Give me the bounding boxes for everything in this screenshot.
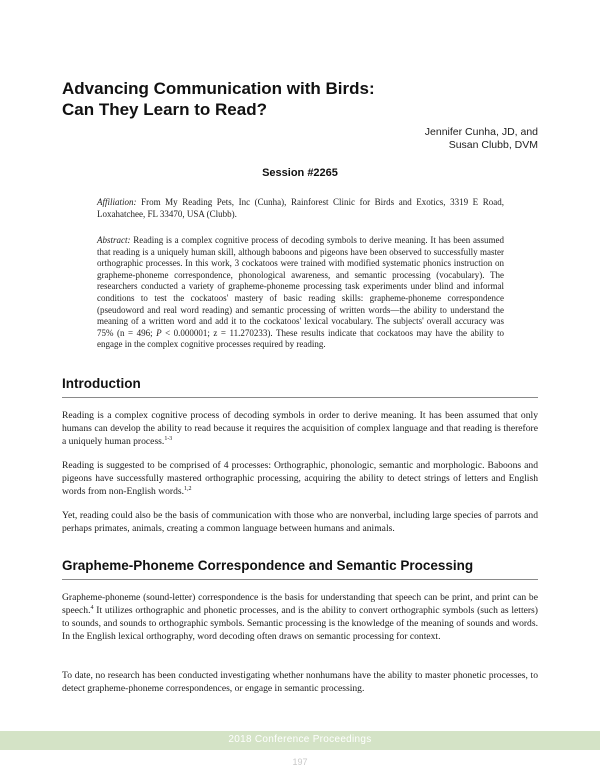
grapheme-rule [62, 579, 538, 580]
introduction-paragraph-2 [62, 459, 538, 498]
grapheme-p1-text-b: It utilizes orthographic and phonetic processes, and is the ability to convert orthographic symbols (such as letters) to sounds, and sounds to orthographic symbols. Semantic processing is the knowledge of the meaning of sounds and words. In the English lexical orthography, word decoding often draws on semantic processing for context. [62, 605, 538, 642]
grapheme-p1-text-a: Grapheme-phoneme (sound-letter) correspondence is the basis for understanding that speech can be print, and print can be speech. [62, 592, 538, 616]
abstract-label: Abstract: [97, 235, 131, 245]
affiliation [97, 196, 504, 220]
abstract [97, 235, 504, 351]
intro-p1-text: Reading is a complex cognitive process of decoding symbols in order to derive meaning. It has been assumed that only humans can develop the ability to read because it requires the acquisition of complex language and that reading is therefore a uniquely human process. [62, 410, 538, 447]
grapheme-paragraph-1 [62, 591, 538, 643]
intro-p1-ref: 1-3 [164, 435, 173, 442]
session-number: Session #2265 [262, 167, 338, 179]
footer-conference-text: 2018 Conference Proceedings [228, 734, 372, 745]
author-1: Jennifer Cunha, JD, and [424, 126, 538, 138]
page-number: 197 [292, 757, 308, 767]
author-2: Susan Clubb, DVM [448, 139, 538, 151]
title-line-1: Advancing Communication with Birds: [62, 79, 375, 98]
introduction-paragraph-3: Yet, reading could also be the basis of communication with those who are nonverbal, including large species of parrots and perhaps primates, animals, creating a common language between humans and animals. [62, 510, 538, 534]
paper-title [62, 78, 542, 120]
grapheme-p1-ref: 4 [90, 604, 94, 611]
introduction-rule [62, 397, 538, 398]
intro-p2-text: Reading is suggested to be comprised of 4 processes: Orthographic, phonologic, semantic and morphologic. Baboons and pigeons have successfully mastered orthographic processing, acquiring the ability to detect strings of letters and English words from non-English words. [62, 460, 538, 497]
grapheme-heading: Grapheme-Phoneme Correspondence and Semantic Processing [62, 558, 474, 573]
introduction-paragraph-1 [62, 409, 538, 448]
introduction-heading: Introduction [62, 376, 141, 391]
abstract-p-symbol: P [156, 327, 162, 338]
abstract-text-a: Reading is a complex cognitive process of decoding symbols to derive meaning. It has been assumed that reading is a uniquely human skill, although baboons and pigeons have been observed to successfully master orthographic processes. In this work, 3 cockatoos were trained with modified systematic phonics instruction on grapheme-phoneme correspondence, phonological awareness, and semantic processing (vocabulary). The researchers conducted a variety of grapheme-phoneme processing task experiments under blind and informal conditions to test the cockatoos' mastery of basic reading skills: grapheme-phoneme correspondence (pseudoword and real word reading) and semantic processing of written words—the ability to understand the meaning of a written word and add it to the cockatoos' lexical vocabulary. The subjects' overall accuracy was 75% (n = 496; [97, 235, 504, 338]
affiliation-label: Affiliation: [97, 197, 137, 207]
title-line-2: Can They Learn to Read? [62, 100, 267, 119]
affiliation-text: From My Reading Pets, Inc (Cunha), Rainforest Clinic for Birds and Exotics, 3319 E Road, Loxahatchee, FL 33470, USA (Clubb). [97, 197, 504, 219]
intro-p2-ref: 1,2 [184, 485, 192, 492]
grapheme-paragraph-2: To date, no research has been conducted investigating whether nonhumans have the ability to master phonetic processes, to detect grapheme-phoneme correspondences, or engage in semantic processing. [62, 670, 538, 694]
authors [425, 126, 538, 152]
abstract-text-b: < 0.000001; z = 11.270233). These results indicate that cockatoos may have the ability to engage in the complex cognitive processes required by reading. [97, 327, 504, 350]
